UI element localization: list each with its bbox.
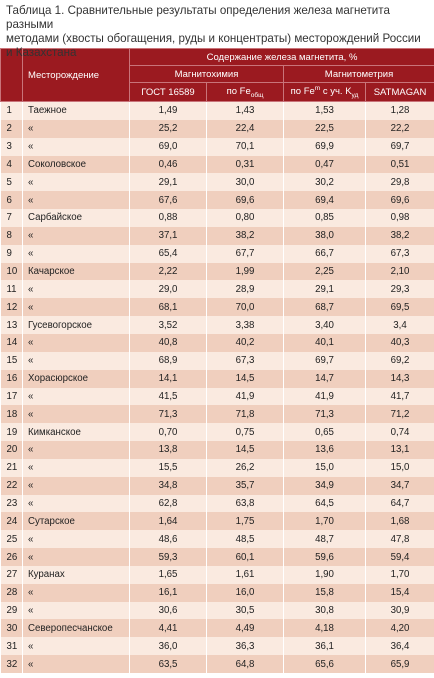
deposit-name: Гусевогорское bbox=[23, 316, 130, 334]
table-row bbox=[1, 245, 434, 263]
value-fe-m: 48,7 bbox=[284, 530, 366, 548]
deposit-name: « bbox=[23, 495, 130, 513]
deposit-name: « bbox=[23, 120, 130, 138]
deposit-name: « bbox=[23, 138, 130, 156]
value-gost: 63,5 bbox=[130, 655, 207, 673]
table-row bbox=[1, 370, 434, 388]
deposit-name: Таежное bbox=[23, 102, 130, 120]
value-gost: 68,9 bbox=[130, 352, 207, 370]
caption-line: и Казахстана bbox=[6, 46, 77, 59]
value-fe-total: 22,4 bbox=[207, 120, 284, 138]
table-row bbox=[1, 584, 434, 602]
value-satmagan: 64,7 bbox=[366, 495, 434, 513]
deposit-name: « bbox=[23, 173, 130, 191]
value-fe-total: 1,99 bbox=[207, 263, 284, 281]
value-satmagan: 34,7 bbox=[366, 477, 434, 495]
table-row bbox=[1, 530, 434, 548]
row-number: 29 bbox=[1, 602, 23, 620]
value-fe-m: 1,90 bbox=[284, 566, 366, 584]
table-row bbox=[1, 156, 434, 174]
value-gost: 1,64 bbox=[130, 512, 207, 530]
value-gost: 67,6 bbox=[130, 191, 207, 209]
header-satmagan: SATMAGAN bbox=[366, 83, 434, 102]
deposit-name: « bbox=[23, 477, 130, 495]
value-gost: 40,8 bbox=[130, 334, 207, 352]
table-row bbox=[1, 495, 434, 513]
deposit-name: Сарбайское bbox=[23, 209, 130, 227]
header-fe-total-sub: общ bbox=[250, 91, 264, 99]
value-gost: 3,52 bbox=[130, 316, 207, 334]
header-fe-total bbox=[207, 83, 284, 102]
table-row bbox=[1, 477, 434, 495]
table-row bbox=[1, 405, 434, 423]
header-fe-m-sup: m bbox=[314, 84, 321, 92]
value-fe-m: 13,6 bbox=[284, 441, 366, 459]
value-satmagan: 15,0 bbox=[366, 459, 434, 477]
table-row bbox=[1, 120, 434, 138]
value-gost: 34,8 bbox=[130, 477, 207, 495]
value-gost: 36,0 bbox=[130, 637, 207, 655]
table-body bbox=[1, 102, 434, 674]
row-number: 12 bbox=[1, 298, 23, 316]
value-gost: 71,3 bbox=[130, 405, 207, 423]
row-number: 5 bbox=[1, 173, 23, 191]
value-fe-total: 67,3 bbox=[207, 352, 284, 370]
value-fe-m: 69,4 bbox=[284, 191, 366, 209]
value-satmagan: 2,10 bbox=[366, 263, 434, 281]
value-gost: 16,1 bbox=[130, 584, 207, 602]
table-row bbox=[1, 334, 434, 352]
value-fe-total: 36,3 bbox=[207, 637, 284, 655]
header-fe-total-main: по Fe bbox=[226, 85, 251, 97]
value-fe-m: 3,40 bbox=[284, 316, 366, 334]
value-fe-total: 63,8 bbox=[207, 495, 284, 513]
value-fe-m: 71,3 bbox=[284, 405, 366, 423]
row-number: 19 bbox=[1, 423, 23, 441]
value-satmagan: 67,3 bbox=[366, 245, 434, 263]
deposit-name: « bbox=[23, 334, 130, 352]
value-fe-total: 41,9 bbox=[207, 388, 284, 406]
deposit-name: Сутарское bbox=[23, 512, 130, 530]
value-fe-m: 1,53 bbox=[284, 102, 366, 120]
deposit-name: « bbox=[23, 602, 130, 620]
value-fe-m: 0,47 bbox=[284, 156, 366, 174]
row-number: 20 bbox=[1, 441, 23, 459]
deposit-name: « bbox=[23, 548, 130, 566]
value-fe-m: 0,85 bbox=[284, 209, 366, 227]
value-fe-total: 70,0 bbox=[207, 298, 284, 316]
value-gost: 30,6 bbox=[130, 602, 207, 620]
table-row bbox=[1, 173, 434, 191]
caption-line: Таблица 1. Сравнительные результаты определения железа магнетита разными bbox=[6, 4, 390, 31]
value-fe-m: 22,5 bbox=[284, 120, 366, 138]
deposit-name: « bbox=[23, 191, 130, 209]
value-satmagan: 3,4 bbox=[366, 316, 434, 334]
row-number: 3 bbox=[1, 138, 23, 156]
header-deposit: Месторождение bbox=[23, 49, 130, 102]
table-row bbox=[1, 102, 434, 120]
row-number: 13 bbox=[1, 316, 23, 334]
row-number: 1 bbox=[1, 102, 23, 120]
value-satmagan: 59,4 bbox=[366, 548, 434, 566]
row-number: 26 bbox=[1, 548, 23, 566]
value-fe-m: 1,70 bbox=[284, 512, 366, 530]
value-gost: 48,6 bbox=[130, 530, 207, 548]
value-fe-m: 2,25 bbox=[284, 263, 366, 281]
value-satmagan: 69,6 bbox=[366, 191, 434, 209]
value-gost: 37,1 bbox=[130, 227, 207, 245]
header-fe-m bbox=[284, 83, 366, 102]
table-row bbox=[1, 263, 434, 281]
value-gost: 41,5 bbox=[130, 388, 207, 406]
value-fe-m: 65,6 bbox=[284, 655, 366, 673]
deposit-name: « bbox=[23, 637, 130, 655]
value-fe-m: 15,0 bbox=[284, 459, 366, 477]
row-number: 31 bbox=[1, 637, 23, 655]
value-fe-total: 4,49 bbox=[207, 619, 284, 637]
row-number: 9 bbox=[1, 245, 23, 263]
value-gost: 25,2 bbox=[130, 120, 207, 138]
value-satmagan: 69,7 bbox=[366, 138, 434, 156]
deposit-name: « bbox=[23, 245, 130, 263]
header-content: Содержание железа магнетита, % bbox=[130, 49, 434, 66]
value-satmagan: 1,70 bbox=[366, 566, 434, 584]
value-satmagan: 38,2 bbox=[366, 227, 434, 245]
value-satmagan: 69,2 bbox=[366, 352, 434, 370]
row-number: 28 bbox=[1, 584, 23, 602]
value-satmagan: 41,7 bbox=[366, 388, 434, 406]
value-fe-total: 26,2 bbox=[207, 459, 284, 477]
value-fe-m: 59,6 bbox=[284, 548, 366, 566]
value-satmagan: 0,51 bbox=[366, 156, 434, 174]
value-satmagan: 30,9 bbox=[366, 602, 434, 620]
deposit-name: « bbox=[23, 280, 130, 298]
table-row bbox=[1, 138, 434, 156]
value-satmagan: 29,8 bbox=[366, 173, 434, 191]
value-gost: 69,0 bbox=[130, 138, 207, 156]
table-row bbox=[1, 298, 434, 316]
value-fe-total: 0,80 bbox=[207, 209, 284, 227]
deposit-name: Качарское bbox=[23, 263, 130, 281]
value-satmagan: 69,5 bbox=[366, 298, 434, 316]
table-row bbox=[1, 191, 434, 209]
caption-line: методами (хвосты обогащения, руды и концентраты) месторождений России bbox=[6, 32, 421, 45]
row-number: 23 bbox=[1, 495, 23, 513]
value-fe-total: 16,0 bbox=[207, 584, 284, 602]
value-fe-total: 38,2 bbox=[207, 227, 284, 245]
value-gost: 14,1 bbox=[130, 370, 207, 388]
row-number: 18 bbox=[1, 405, 23, 423]
value-fe-m: 30,2 bbox=[284, 173, 366, 191]
header-group-magnetochemistry: Магнитохимия bbox=[130, 66, 284, 83]
value-satmagan: 71,2 bbox=[366, 405, 434, 423]
table-row bbox=[1, 637, 434, 655]
value-satmagan: 29,3 bbox=[366, 280, 434, 298]
value-fe-m: 30,8 bbox=[284, 602, 366, 620]
value-fe-m: 41,9 bbox=[284, 388, 366, 406]
value-fe-total: 28,9 bbox=[207, 280, 284, 298]
table-row bbox=[1, 602, 434, 620]
value-fe-total: 1,43 bbox=[207, 102, 284, 120]
value-satmagan: 0,98 bbox=[366, 209, 434, 227]
table-row bbox=[1, 548, 434, 566]
value-fe-total: 35,7 bbox=[207, 477, 284, 495]
value-fe-total: 67,7 bbox=[207, 245, 284, 263]
value-gost: 0,46 bbox=[130, 156, 207, 174]
value-fe-total: 70,1 bbox=[207, 138, 284, 156]
deposit-name: Куранах bbox=[23, 566, 130, 584]
value-gost: 65,4 bbox=[130, 245, 207, 263]
value-gost: 1,65 bbox=[130, 566, 207, 584]
value-fe-total: 60,1 bbox=[207, 548, 284, 566]
value-fe-total: 30,0 bbox=[207, 173, 284, 191]
value-satmagan: 1,28 bbox=[366, 102, 434, 120]
value-fe-total: 71,8 bbox=[207, 405, 284, 423]
value-fe-m: 64,5 bbox=[284, 495, 366, 513]
value-satmagan: 4,20 bbox=[366, 619, 434, 637]
value-gost: 0,70 bbox=[130, 423, 207, 441]
deposit-name: « bbox=[23, 227, 130, 245]
row-number: 8 bbox=[1, 227, 23, 245]
value-gost: 29,1 bbox=[130, 173, 207, 191]
row-number: 16 bbox=[1, 370, 23, 388]
value-fe-m: 0,65 bbox=[284, 423, 366, 441]
row-number: 25 bbox=[1, 530, 23, 548]
value-fe-total: 64,8 bbox=[207, 655, 284, 673]
header-fe-m-main: по Fe bbox=[290, 86, 315, 98]
value-fe-m: 38,0 bbox=[284, 227, 366, 245]
row-number: 30 bbox=[1, 619, 23, 637]
header-group-magnetometry: Магнитометрия bbox=[284, 66, 434, 83]
data-table bbox=[0, 48, 434, 673]
value-fe-m: 14,7 bbox=[284, 370, 366, 388]
deposit-name: « bbox=[23, 530, 130, 548]
deposit-name: « bbox=[23, 459, 130, 477]
value-gost: 62,8 bbox=[130, 495, 207, 513]
value-satmagan: 36,4 bbox=[366, 637, 434, 655]
value-fe-m: 66,7 bbox=[284, 245, 366, 263]
header-fe-m-sub: уд bbox=[351, 92, 359, 100]
deposit-name: « bbox=[23, 655, 130, 673]
row-number: 10 bbox=[1, 263, 23, 281]
deposit-name: « bbox=[23, 388, 130, 406]
row-number: 2 bbox=[1, 120, 23, 138]
value-fe-total: 48,5 bbox=[207, 530, 284, 548]
table-row bbox=[1, 423, 434, 441]
table-row bbox=[1, 227, 434, 245]
value-fe-m: 4,18 bbox=[284, 619, 366, 637]
deposit-name: Кимканское bbox=[23, 423, 130, 441]
row-number: 32 bbox=[1, 655, 23, 673]
value-gost: 15,5 bbox=[130, 459, 207, 477]
row-number: 4 bbox=[1, 156, 23, 174]
value-fe-total: 14,5 bbox=[207, 370, 284, 388]
value-gost: 59,3 bbox=[130, 548, 207, 566]
value-fe-m: 68,7 bbox=[284, 298, 366, 316]
table-row bbox=[1, 655, 434, 673]
value-fe-m: 36,1 bbox=[284, 637, 366, 655]
table-row bbox=[1, 566, 434, 584]
value-fe-m: 69,9 bbox=[284, 138, 366, 156]
table-row bbox=[1, 512, 434, 530]
header-gost: ГОСТ 16589 bbox=[130, 83, 207, 102]
value-satmagan: 22,2 bbox=[366, 120, 434, 138]
value-satmagan: 0,74 bbox=[366, 423, 434, 441]
table-row bbox=[1, 352, 434, 370]
header-fe-m-mid: с уч. K bbox=[320, 86, 352, 98]
value-fe-m: 29,1 bbox=[284, 280, 366, 298]
value-fe-total: 0,31 bbox=[207, 156, 284, 174]
value-gost: 29,0 bbox=[130, 280, 207, 298]
row-number: 17 bbox=[1, 388, 23, 406]
table-row bbox=[1, 280, 434, 298]
row-number: 6 bbox=[1, 191, 23, 209]
value-gost: 0,88 bbox=[130, 209, 207, 227]
value-fe-total: 69,6 bbox=[207, 191, 284, 209]
value-satmagan: 65,9 bbox=[366, 655, 434, 673]
value-gost: 68,1 bbox=[130, 298, 207, 316]
row-number: 24 bbox=[1, 512, 23, 530]
table-row bbox=[1, 459, 434, 477]
row-number: 15 bbox=[1, 352, 23, 370]
value-fe-m: 69,7 bbox=[284, 352, 366, 370]
value-fe-total: 40,2 bbox=[207, 334, 284, 352]
deposit-name: « bbox=[23, 584, 130, 602]
deposit-name: « bbox=[23, 298, 130, 316]
value-satmagan: 14,3 bbox=[366, 370, 434, 388]
row-number: 21 bbox=[1, 459, 23, 477]
value-gost: 13,8 bbox=[130, 441, 207, 459]
deposit-name: Северопесчанское bbox=[23, 619, 130, 637]
value-gost: 2,22 bbox=[130, 263, 207, 281]
deposit-name: Соколовское bbox=[23, 156, 130, 174]
table-row bbox=[1, 316, 434, 334]
value-fe-total: 30,5 bbox=[207, 602, 284, 620]
deposit-name: « bbox=[23, 405, 130, 423]
value-satmagan: 47,8 bbox=[366, 530, 434, 548]
value-fe-total: 0,75 bbox=[207, 423, 284, 441]
row-number: 22 bbox=[1, 477, 23, 495]
value-fe-m: 40,1 bbox=[284, 334, 366, 352]
value-gost: 4,41 bbox=[130, 619, 207, 637]
row-number: 11 bbox=[1, 280, 23, 298]
value-satmagan: 13,1 bbox=[366, 441, 434, 459]
value-fe-total: 3,38 bbox=[207, 316, 284, 334]
value-fe-m: 15,8 bbox=[284, 584, 366, 602]
deposit-name: « bbox=[23, 441, 130, 459]
value-satmagan: 1,68 bbox=[366, 512, 434, 530]
value-gost: 1,49 bbox=[130, 102, 207, 120]
table-row bbox=[1, 441, 434, 459]
value-fe-total: 1,61 bbox=[207, 566, 284, 584]
table-row bbox=[1, 388, 434, 406]
value-satmagan: 15,4 bbox=[366, 584, 434, 602]
row-number: 14 bbox=[1, 334, 23, 352]
value-fe-total: 14,5 bbox=[207, 441, 284, 459]
value-satmagan: 40,3 bbox=[366, 334, 434, 352]
table-row bbox=[1, 619, 434, 637]
table-row bbox=[1, 209, 434, 227]
value-fe-total: 1,75 bbox=[207, 512, 284, 530]
row-number: 27 bbox=[1, 566, 23, 584]
deposit-name: Хорасюрское bbox=[23, 370, 130, 388]
deposit-name: « bbox=[23, 352, 130, 370]
row-number: 7 bbox=[1, 209, 23, 227]
value-fe-m: 34,9 bbox=[284, 477, 366, 495]
